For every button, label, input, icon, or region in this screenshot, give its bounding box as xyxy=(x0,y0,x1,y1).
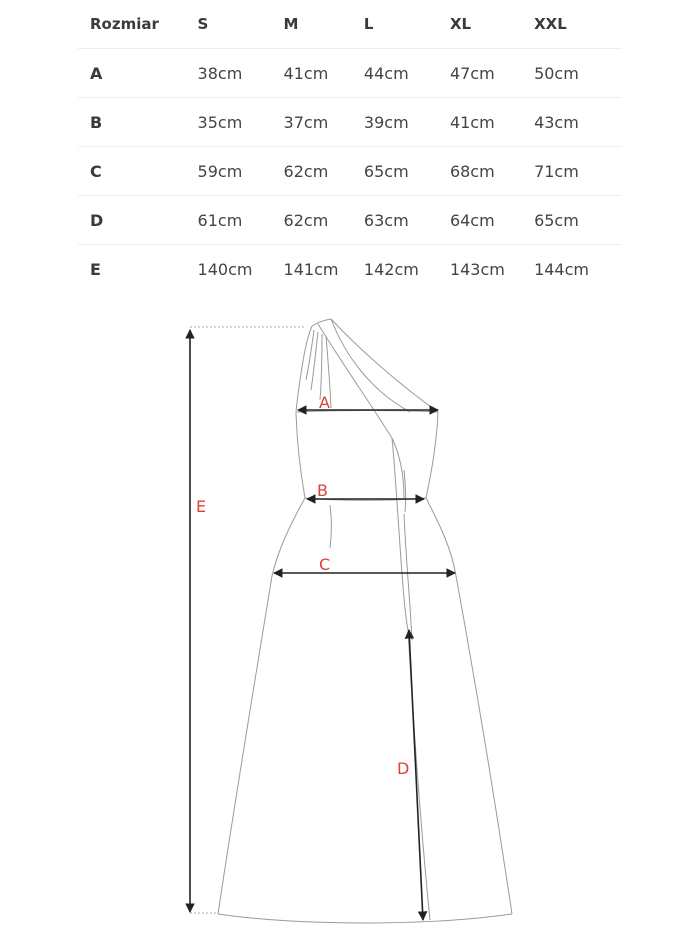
table-row xyxy=(78,147,622,196)
label-a: A xyxy=(319,393,330,412)
header-cell: S xyxy=(198,0,284,49)
table-cell: 50cm xyxy=(534,49,622,98)
table-cell: 35cm xyxy=(198,98,284,147)
label-e: E xyxy=(196,497,207,516)
dress-measurement-diagram xyxy=(0,300,700,933)
table-cell: 62cm xyxy=(284,196,364,245)
table-cell: 41cm xyxy=(450,98,534,147)
measure-b xyxy=(307,481,424,500)
table-row xyxy=(78,245,622,294)
table-row xyxy=(78,49,622,98)
row-label: E xyxy=(90,259,101,279)
label-d: D xyxy=(397,759,410,778)
table-row xyxy=(78,98,622,147)
table-cell: 62cm xyxy=(284,147,364,196)
table-cell: 47cm xyxy=(450,49,534,98)
table-cell: 59cm xyxy=(198,147,284,196)
table-cell: 37cm xyxy=(284,98,364,147)
label-c: C xyxy=(319,555,331,574)
measure-e xyxy=(190,327,306,913)
header-cell: XL xyxy=(450,0,534,49)
table-cell: 44cm xyxy=(364,49,450,98)
table-cell: 41cm xyxy=(284,49,364,98)
table-row xyxy=(78,196,622,245)
row-label: B xyxy=(78,98,198,147)
table-cell: 39cm xyxy=(364,98,450,147)
measure-a xyxy=(298,393,438,412)
measure-c xyxy=(274,555,455,574)
header-cell: L xyxy=(364,0,450,49)
table-cell: 38cm xyxy=(198,49,284,98)
header-cell: Rozmiar xyxy=(78,0,198,49)
measure-d xyxy=(397,630,423,920)
table-cell: 141cm xyxy=(283,259,339,279)
table-cell: 68cm xyxy=(450,147,534,196)
header-cell: XXL xyxy=(534,0,622,49)
table-cell: 144cm xyxy=(534,259,589,279)
table-cell: 43cm xyxy=(534,98,622,147)
table-cell: 65cm xyxy=(534,196,622,245)
label-b: B xyxy=(317,481,328,500)
row-label: C xyxy=(78,147,198,196)
header-cell: M xyxy=(284,0,364,49)
row-label: D xyxy=(78,196,198,245)
table-cell: 143cm xyxy=(449,259,505,279)
table-cell: 71cm xyxy=(534,147,622,196)
table-cell: 61cm xyxy=(198,196,284,245)
table-cell: 63cm xyxy=(364,196,450,245)
row-label: A xyxy=(78,49,198,98)
table-cell: 64cm xyxy=(450,196,534,245)
table-cell: 65cm xyxy=(364,147,450,196)
table-header-row xyxy=(78,0,622,49)
table-cell: 142cm xyxy=(363,259,419,279)
size-table xyxy=(78,0,622,293)
table-cell: 140cm xyxy=(197,259,253,279)
